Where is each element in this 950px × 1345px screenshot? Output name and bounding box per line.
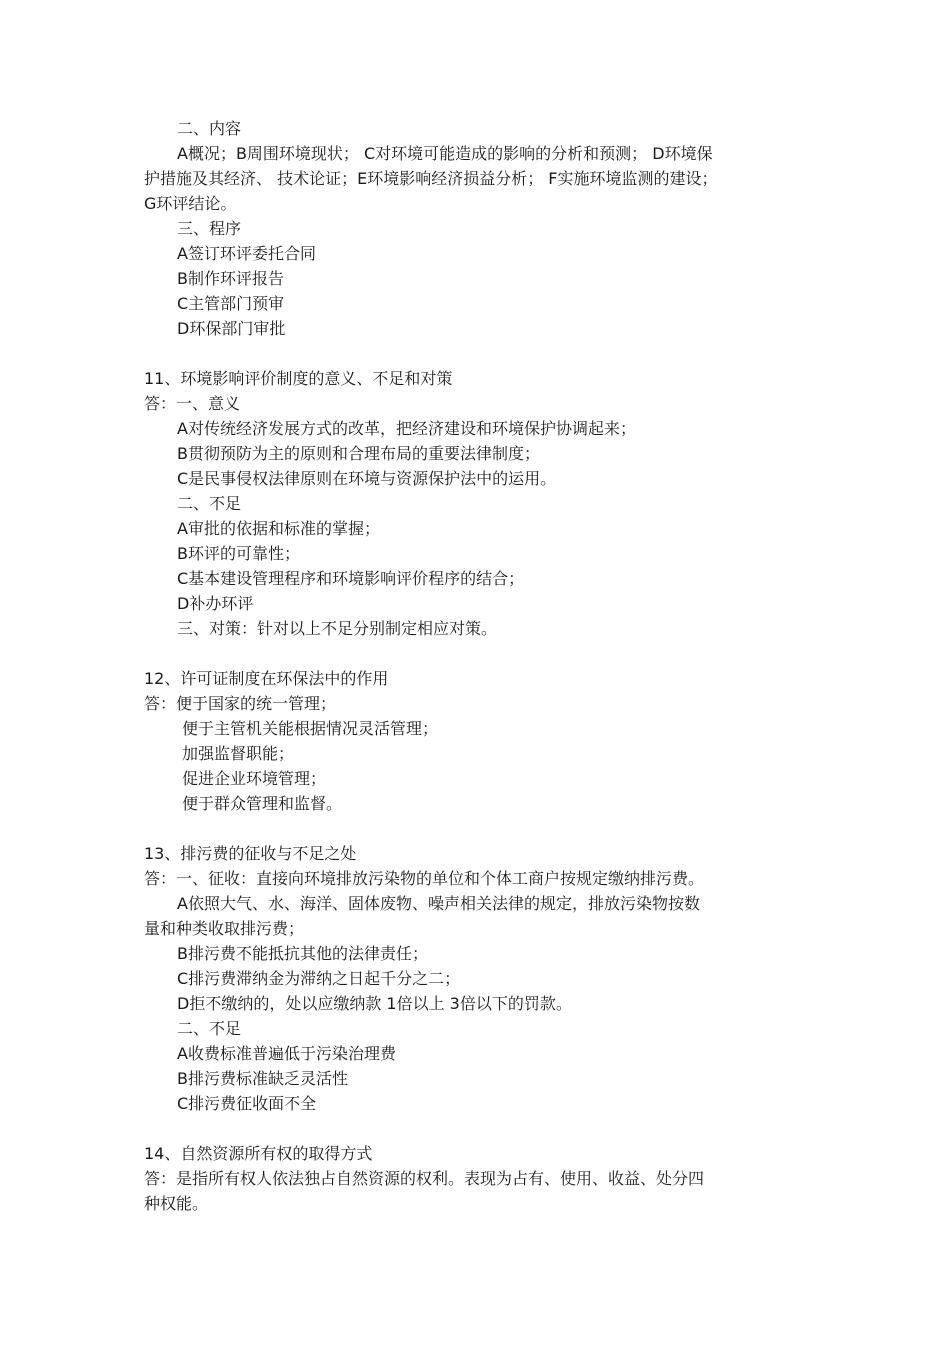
answer-line: 答：是指所有权人依法独占自然资源的权利。表现为占有、使用、收益、处分四 [144,1169,705,1188]
content-line: 护措施及其经济、 技术论证；E环境影响经济损益分析； F实施环境监测的建设； [144,169,718,188]
procedure-heading: 三、程序 [177,219,242,238]
shortcoming-item: C排污费征收面不全 [177,1094,317,1113]
significance-item: B贯彻预防为主的原则和合理布局的重要法律制度； [177,444,540,463]
collection-line: C排污费滞纳金为滞纳之日起千分之二； [177,969,461,988]
role-item: 加强监督职能； [182,744,295,763]
role-item: 便于主管机关能根据情况灵活管理； [182,719,439,738]
content-heading: 二、内容 [177,119,242,138]
question-title-14: 14、自然资源所有权的取得方式 [144,1144,373,1163]
question-title-11: 11、环境影响评价制度的意义、不足和对策 [144,369,453,388]
procedure-item: A签订环评委托合同 [177,244,316,263]
role-item: 促进企业环境管理； [182,769,327,788]
answer-line: 答：一、征收：直接向环境排放污染物的单位和个体工商户按规定缴纳排污费。 [144,869,705,888]
procedure-item: C主管部门预审 [177,294,285,313]
answer-line: 种权能。 [144,1194,209,1213]
shortcoming-item: A收费标准普遍低于污染治理费 [177,1044,396,1063]
collection-line: 量和种类收取排污费； [144,919,305,938]
collection-line: D拒不缴纳的，处以应缴纳款 1倍以上 3倍以下的罚款。 [177,994,572,1013]
countermeasure-line: 三、对策：针对以上不足分别制定相应对策。 [177,619,498,638]
answer-line: 答：便于国家的统一管理； [144,694,337,713]
procedure-item: D环保部门审批 [177,319,286,338]
collection-line: B排污费不能抵抗其他的法律责任； [177,944,428,963]
shortcoming-item: B排污费标准缺乏灵活性 [177,1069,348,1088]
procedure-item: B制作环评报告 [177,269,284,288]
shortcoming-item: A审批的依据和标准的掌握； [177,519,380,538]
question-title-12: 12、许可证制度在环保法中的作用 [144,669,389,688]
significance-item: A对传统经济发展方式的改革，把经济建设和环境保护协调起来； [177,419,636,438]
question-title-13: 13、排污费的征收与不足之处 [144,844,357,863]
shortcomings-heading: 二、不足 [177,1019,242,1038]
shortcoming-item: C基本建设管理程序和环境影响评价程序的结合； [177,569,525,588]
collection-line: A依照大气、水、海洋、固体废物、噪声相关法律的规定，排放污染物按数 [177,894,700,913]
role-item: 便于群众管理和监督。 [182,794,343,813]
shortcoming-item: D补办环评 [177,594,254,613]
shortcomings-heading: 二、不足 [177,494,242,513]
significance-item: C是民事侵权法律原则在环境与资源保护法中的运用。 [177,469,557,488]
shortcoming-item: B环评的可靠性； [177,544,300,563]
content-line: A概况；B周围环境现状； C对环境可能造成的影响的分析和预测； D环境保 [177,144,713,163]
answer-line: 答：一、意义 [144,394,241,413]
content-line: G环评结论。 [144,194,237,213]
